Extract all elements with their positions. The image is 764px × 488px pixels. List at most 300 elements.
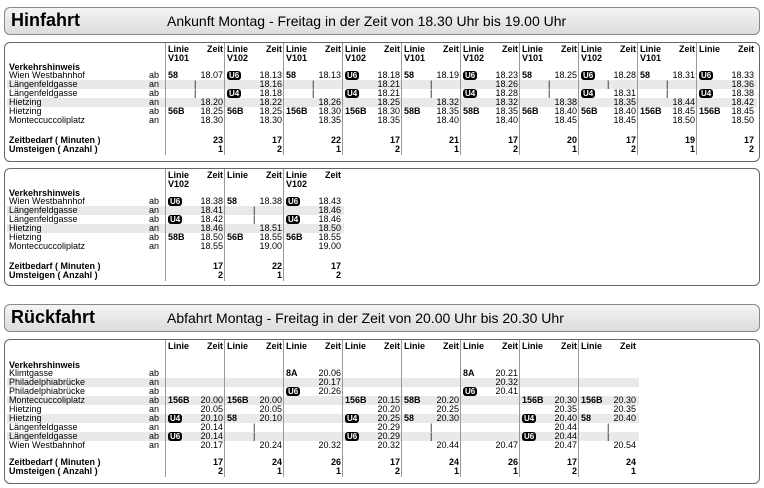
zeit-label: Zeit <box>206 341 223 351</box>
time-value: 20.30 <box>613 395 636 405</box>
rueckfahrt-header <box>4 304 760 332</box>
time-value: 18.50 <box>731 115 754 125</box>
time-value: 20.44 <box>554 422 577 432</box>
linie-label: Linie <box>286 44 308 54</box>
time-value: 18.46 <box>318 205 341 215</box>
line-number: 56B <box>581 106 598 116</box>
hinfahrt-table-1 <box>4 42 760 162</box>
time-value: 20.35 <box>613 404 636 414</box>
time-value: 18.33 <box>731 70 754 80</box>
changes-value: 2 <box>630 144 636 154</box>
time-value: 18.26 <box>318 97 341 107</box>
subway-badge: U6 <box>288 197 299 206</box>
variant-label: V101 <box>404 53 426 63</box>
hinfahrt-header <box>4 7 760 35</box>
time-value: 18.22 <box>259 97 282 107</box>
zeit-label: Zeit <box>265 170 282 180</box>
line-number: 58 <box>227 413 238 423</box>
pass-through-mark: | <box>253 214 256 224</box>
pass-through-mark: | <box>607 431 610 441</box>
time-value: 18.13 <box>259 70 282 80</box>
duration-value: 17 <box>507 135 518 145</box>
time-cell <box>284 387 343 396</box>
time-value: 20.32 <box>377 440 400 450</box>
time-value: 18.28 <box>495 88 518 98</box>
stop-name: Philadelphiabrücke <box>9 386 86 396</box>
duration-value: 17 <box>271 135 282 145</box>
time-cell <box>461 405 520 414</box>
time-value: 18.43 <box>318 196 341 206</box>
subway-badge: U4 <box>583 89 594 98</box>
variant-label: V101 <box>168 53 190 63</box>
time-cell <box>461 387 520 396</box>
line-number: 156B <box>640 106 662 116</box>
subway-badge: U6 <box>347 71 358 80</box>
subway-badge: U6 <box>583 71 594 80</box>
linie-label: Linie <box>404 44 426 54</box>
zeit-label: Zeit <box>501 341 518 351</box>
time-cell <box>402 116 461 125</box>
duration-value: 17 <box>743 135 754 145</box>
duration-value: 21 <box>448 135 459 145</box>
line-number: 56B <box>522 106 539 116</box>
stop-name: Längenfeldgasse <box>9 79 78 89</box>
column-header <box>286 171 341 189</box>
verkehrshinweis-label: Verkehrshinweis <box>9 62 81 72</box>
stop-direction: ab <box>149 88 160 98</box>
line-number: 58B <box>404 106 421 116</box>
changes-value: 2 <box>335 270 341 280</box>
time-cell <box>284 441 343 450</box>
duration-value: 17 <box>212 457 223 467</box>
stop-name: Längenfeldgasse <box>9 214 78 224</box>
stop-direction: an <box>149 205 160 215</box>
duration-value: 20 <box>566 135 577 145</box>
stop-direction: an <box>149 115 160 125</box>
time-value: 20.14 <box>200 431 223 441</box>
stop-direction: ab <box>149 214 160 224</box>
subway-badge: U6 <box>288 387 299 396</box>
time-value: 20.14 <box>200 422 223 432</box>
time-value: 18.20 <box>200 97 223 107</box>
stop-direction: an <box>149 241 160 251</box>
zeit-label: Zeit <box>678 44 695 54</box>
linie-label: Linie <box>699 44 721 54</box>
stop-name: Hietzing <box>9 106 42 116</box>
time-cell <box>284 242 343 251</box>
time-value: 20.26 <box>318 386 341 396</box>
subway-badge: U6 <box>170 432 181 441</box>
connection-column <box>401 43 461 155</box>
line-number: 58 <box>522 70 533 80</box>
zeit-label: Zeit <box>383 341 400 351</box>
changes-value: 1 <box>512 466 518 476</box>
line-number: 156B <box>168 395 190 405</box>
connection-column <box>283 169 343 281</box>
time-value: 18.32 <box>495 97 518 107</box>
connection-column <box>224 169 284 281</box>
line-number: 58 <box>404 413 415 423</box>
time-cell <box>284 396 343 405</box>
linie-label: Linie <box>463 44 485 54</box>
line-number: 8A <box>286 368 298 378</box>
time-value: 18.35 <box>318 115 341 125</box>
time-cell <box>284 116 343 125</box>
changes-value: 2 <box>394 466 400 476</box>
pass-through-mark: | <box>430 79 433 89</box>
subway-badge: U6 <box>465 71 476 80</box>
changes-value: 2 <box>217 270 223 280</box>
changes-value: 1 <box>630 466 636 476</box>
time-value: 20.17 <box>318 377 341 387</box>
time-cell <box>520 369 579 378</box>
stop-direction: ab <box>149 368 160 378</box>
stop-direction: an <box>149 377 160 387</box>
time-value: 18.25 <box>554 70 577 80</box>
linie-label: Linie <box>168 44 190 54</box>
time-value: 18.50 <box>672 115 695 125</box>
time-value: 18.45 <box>554 115 577 125</box>
changes-value: 2 <box>394 144 400 154</box>
changes-value: 1 <box>453 466 459 476</box>
duration-value: 24 <box>625 457 636 467</box>
time-value: 20.30 <box>554 395 577 405</box>
stop-row <box>9 116 169 125</box>
duration-value: 17 <box>566 457 577 467</box>
subway-badge: U4 <box>170 414 181 423</box>
stop-direction: an <box>149 97 160 107</box>
subway-badge: U6 <box>524 432 535 441</box>
column-header <box>345 342 400 351</box>
time-value: 20.47 <box>495 440 518 450</box>
subway-badge: U4 <box>465 89 476 98</box>
stop-name: Klimtgasse <box>9 368 54 378</box>
linie-label: Linie <box>168 170 190 180</box>
linie-label: Linie <box>581 341 603 351</box>
stop-name: Längenfeldgasse <box>9 431 78 441</box>
stop-labels <box>9 43 169 161</box>
time-value: 18.40 <box>613 106 636 116</box>
time-value: 18.45 <box>731 106 754 116</box>
linie-label: Linie <box>227 44 249 54</box>
time-cell <box>225 378 284 387</box>
time-value: 18.16 <box>259 79 282 89</box>
linie-label: Linie <box>345 341 367 351</box>
linie-label: Linie <box>522 341 544 351</box>
duration-value: 26 <box>507 457 518 467</box>
variant-label: V101 <box>286 53 308 63</box>
umsteigen-label: Umsteigen ( Anzahl ) <box>9 144 98 154</box>
time-value: 18.51 <box>259 223 282 233</box>
zeit-label: Zeit <box>619 44 636 54</box>
time-value: 18.18 <box>377 70 400 80</box>
stop-name: Hietzing <box>9 404 42 414</box>
variant-label: V102 <box>227 53 249 63</box>
time-value: 20.25 <box>377 413 400 423</box>
subway-badge: U4 <box>701 89 712 98</box>
line-number: 56B <box>227 106 244 116</box>
column-header <box>522 342 577 351</box>
time-value: 18.38 <box>554 97 577 107</box>
stop-name: Wien Westbahnhof <box>9 440 85 450</box>
variant-label: V101 <box>640 53 662 63</box>
stop-direction: ab <box>149 70 160 80</box>
connection-column <box>283 43 343 155</box>
time-cell <box>343 116 402 125</box>
time-value: 18.21 <box>377 88 400 98</box>
variant-label: V102 <box>168 179 190 189</box>
time-value: 18.25 <box>377 97 400 107</box>
pass-through-mark: | <box>666 88 669 98</box>
column-header <box>227 171 282 180</box>
pass-through-mark: | <box>607 79 610 89</box>
time-cell <box>166 116 225 125</box>
time-value: 20.32 <box>318 440 341 450</box>
time-value: 18.21 <box>377 79 400 89</box>
stop-direction: ab <box>149 413 160 423</box>
pass-through-mark: | <box>194 88 197 98</box>
pass-through-mark: | <box>312 79 315 89</box>
linie-label: Linie <box>345 44 367 54</box>
connection-column <box>578 43 638 155</box>
stop-labels <box>9 340 169 483</box>
changes-value: 1 <box>276 270 282 280</box>
time-value: 19.00 <box>318 241 341 251</box>
time-cell <box>461 396 520 405</box>
connection-column <box>283 340 343 477</box>
linie-label: Linie <box>168 341 190 351</box>
zeit-label: Zeit <box>324 170 341 180</box>
connection-column <box>637 43 697 155</box>
time-value: 18.18 <box>259 88 282 98</box>
time-value: 18.55 <box>318 232 341 242</box>
stop-direction: an <box>149 440 160 450</box>
time-cell <box>343 378 402 387</box>
time-value: 20.32 <box>495 377 518 387</box>
connection-column <box>460 43 520 155</box>
time-cell <box>579 116 638 125</box>
column-header <box>640 45 695 63</box>
variant-label: V102 <box>581 53 603 63</box>
time-value: 18.13 <box>318 70 341 80</box>
stop-name: Hietzing <box>9 232 42 242</box>
variant-label: V102 <box>463 53 485 63</box>
time-value: 18.41 <box>200 205 223 215</box>
time-value: 20.10 <box>200 413 223 423</box>
stop-name: Hietzing <box>9 223 42 233</box>
stop-direction: an <box>149 404 160 414</box>
connection-column <box>165 169 225 281</box>
stop-direction: an <box>149 422 160 432</box>
time-value: 20.25 <box>436 404 459 414</box>
changes-value: 1 <box>217 144 223 154</box>
subway-badge: U4 <box>347 89 358 98</box>
time-cell <box>579 378 638 387</box>
column-header <box>168 171 223 189</box>
column-header <box>404 45 459 63</box>
time-value: 18.42 <box>731 97 754 107</box>
time-value: 18.30 <box>377 106 400 116</box>
stop-name: Monteccuccoliplatz <box>9 241 86 251</box>
column-header <box>168 45 223 63</box>
zeit-label: Zeit <box>560 341 577 351</box>
time-value: 19.00 <box>259 241 282 251</box>
linie-label: Linie <box>640 44 662 54</box>
changes-value: 1 <box>453 144 459 154</box>
time-value: 18.25 <box>200 106 223 116</box>
time-cell <box>284 423 343 432</box>
line-number: 58B <box>404 395 421 405</box>
time-value: 18.25 <box>259 106 282 116</box>
line-number: 58B <box>168 232 185 242</box>
duration-value: 22 <box>330 135 341 145</box>
linie-label: Linie <box>581 44 603 54</box>
pass-through-mark: | <box>430 431 433 441</box>
zeit-label: Zeit <box>324 44 341 54</box>
changes-value: 2 <box>748 144 754 154</box>
subway-badge: U4 <box>347 414 358 423</box>
zeit-label: Zeit <box>206 170 223 180</box>
connection-column <box>224 43 284 155</box>
time-value: 18.45 <box>672 106 695 116</box>
stop-row <box>9 242 169 251</box>
zeitbedarf-label: Zeitbedarf ( Minuten ) <box>9 457 101 467</box>
changes-value: 1 <box>571 144 577 154</box>
pass-through-mark: | <box>548 79 551 89</box>
linie-label: Linie <box>404 341 426 351</box>
stop-direction: ab <box>149 232 160 242</box>
changes-value: 1 <box>276 466 282 476</box>
time-value: 18.46 <box>318 214 341 224</box>
line-number: 8A <box>463 368 475 378</box>
time-value: 18.40 <box>436 115 459 125</box>
time-cell <box>343 441 402 450</box>
time-value: 20.40 <box>613 413 636 423</box>
time-value: 18.31 <box>672 70 695 80</box>
subway-badge: U6 <box>229 71 240 80</box>
duration-value: 17 <box>330 261 341 271</box>
linie-label: Linie <box>286 341 308 351</box>
time-value: 20.54 <box>613 440 636 450</box>
pass-through-mark: | <box>253 422 256 432</box>
time-value: 20.20 <box>436 395 459 405</box>
linie-label: Linie <box>227 170 249 180</box>
zeit-label: Zeit <box>206 44 223 54</box>
line-number: 156B <box>227 395 249 405</box>
changes-value: 1 <box>335 466 341 476</box>
linie-label: Linie <box>522 44 544 54</box>
line-number: 156B <box>699 106 721 116</box>
time-value: 20.29 <box>377 431 400 441</box>
time-value: 20.24 <box>259 440 282 450</box>
duration-value: 24 <box>448 457 459 467</box>
zeit-label: Zeit <box>442 44 459 54</box>
zeit-label: Zeit <box>265 341 282 351</box>
time-cell <box>284 414 343 423</box>
subway-badge: U4 <box>524 414 535 423</box>
time-value: 18.40 <box>495 115 518 125</box>
subway-badge: U6 <box>465 387 476 396</box>
stop-name: Hietzing <box>9 413 42 423</box>
time-value: 18.36 <box>731 79 754 89</box>
time-value: 20.05 <box>259 404 282 414</box>
zeit-label: Zeit <box>560 44 577 54</box>
duration-value: 17 <box>212 261 223 271</box>
zeitbedarf-label: Zeitbedarf ( Minuten ) <box>9 135 101 145</box>
time-cell <box>166 369 225 378</box>
pass-through-mark: | <box>253 431 256 441</box>
time-cell <box>225 441 284 450</box>
stop-direction: ab <box>149 431 160 441</box>
connection-column <box>460 340 520 477</box>
time-value: 18.38 <box>200 196 223 206</box>
changes-value: 2 <box>512 144 518 154</box>
time-cell <box>166 441 225 450</box>
column-header <box>581 45 636 63</box>
time-value: 18.55 <box>259 232 282 242</box>
time-value: 20.05 <box>200 404 223 414</box>
line-number: 58 <box>168 70 179 80</box>
connection-column <box>224 340 284 477</box>
column-header <box>227 45 282 63</box>
column-header <box>286 45 341 63</box>
column-header <box>286 342 341 351</box>
pass-through-mark: | <box>312 88 315 98</box>
umsteigen-label: Umsteigen ( Anzahl ) <box>9 466 98 476</box>
rueckfahrt-table <box>4 339 760 484</box>
line-number: 156B <box>286 106 308 116</box>
time-value: 18.45 <box>613 115 636 125</box>
column-header <box>581 342 636 351</box>
time-value: 18.35 <box>436 106 459 116</box>
variant-label: V102 <box>345 53 367 63</box>
changes-value: 1 <box>335 144 341 154</box>
time-value: 20.44 <box>554 431 577 441</box>
subway-badge: U4 <box>170 215 181 224</box>
time-value: 20.00 <box>200 395 223 405</box>
time-cell <box>638 116 697 125</box>
time-cell <box>461 116 520 125</box>
time-value: 18.28 <box>613 70 636 80</box>
line-number: 156B <box>345 106 367 116</box>
time-value: 20.10 <box>259 413 282 423</box>
time-cell <box>402 369 461 378</box>
line-number: 58 <box>227 196 238 206</box>
line-number: 58 <box>286 70 297 80</box>
time-cell <box>402 378 461 387</box>
connection-column <box>519 340 579 477</box>
time-value: 18.46 <box>200 223 223 233</box>
line-number: 58 <box>404 70 415 80</box>
time-value: 18.35 <box>377 115 400 125</box>
line-number: 156B <box>345 395 367 405</box>
stop-name: Wien Westbahnhof <box>9 70 85 80</box>
pass-through-mark: | <box>607 422 610 432</box>
connection-column <box>165 340 225 477</box>
time-value: 20.17 <box>200 440 223 450</box>
time-value: 20.35 <box>554 404 577 414</box>
connection-column <box>342 43 402 155</box>
rueckfahrt-subtitle: Abfahrt Montag - Freitag in der Zeit von 20.00 Uhr bis 20.30 Uhr <box>167 310 564 326</box>
time-value: 18.55 <box>200 241 223 251</box>
duration-value: 24 <box>271 457 282 467</box>
stop-name: Wien Westbahnhof <box>9 196 85 206</box>
subway-badge: U6 <box>701 71 712 80</box>
stop-row <box>9 441 169 450</box>
time-cell <box>284 405 343 414</box>
time-value: 20.41 <box>495 386 518 396</box>
zeit-label: Zeit <box>442 341 459 351</box>
